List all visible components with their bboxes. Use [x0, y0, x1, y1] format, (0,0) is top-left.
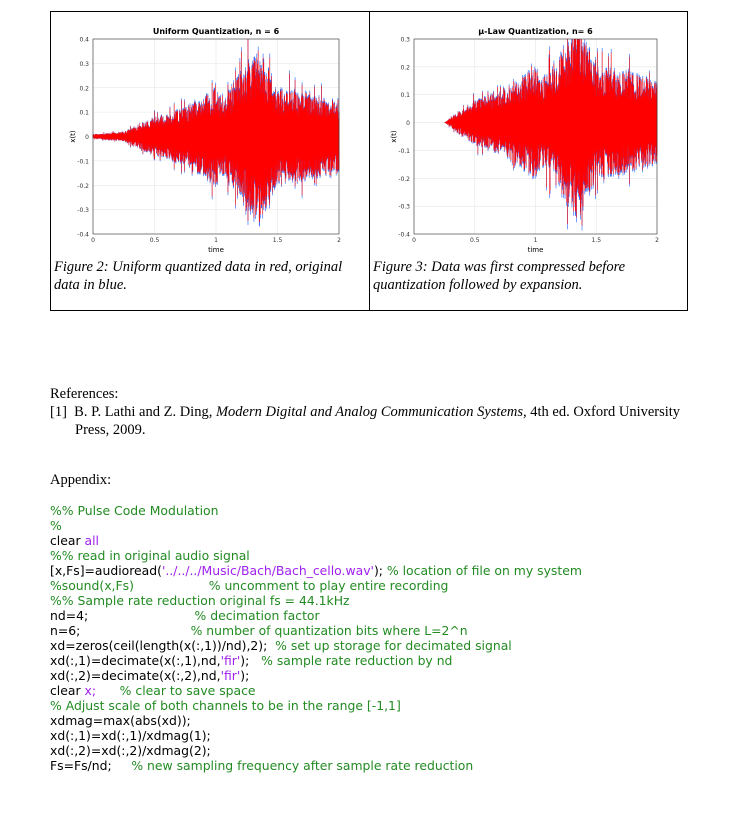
- figure-2-caption: Figure 2: Uniform quantized data in red, original data in blue.: [54, 259, 343, 293]
- y-tick-label: 0.3: [79, 60, 89, 68]
- x-tick-label: 0: [91, 237, 95, 244]
- figure-2-panel: [51, 12, 369, 312]
- code-line: [50, 518, 730, 533]
- y-tick-label: 0: [85, 134, 89, 141]
- code-token: );: [240, 668, 250, 683]
- code-token: );: [240, 653, 262, 668]
- code-line: [50, 503, 730, 518]
- code-token: [96, 683, 120, 698]
- code-token: xdmag=max(abs(xd));: [50, 713, 191, 728]
- mu-law-quantization-plot: [370, 12, 688, 257]
- y-tick-label: 0.4: [79, 36, 89, 44]
- x-tick-label: 1.5: [591, 237, 602, 244]
- x-tick-label: 2: [655, 237, 659, 244]
- x-tick-label: 0.5: [469, 237, 480, 244]
- code-line: [50, 668, 730, 683]
- y-tick-label: -0.2: [77, 182, 89, 190]
- plot-title: μ-Law Quantization, n= 6: [478, 27, 593, 36]
- code-line: [50, 653, 730, 668]
- code-token: %% Pulse Code Modulation: [50, 503, 219, 518]
- x-axis-label: time: [208, 246, 224, 254]
- code-token: nd=4;: [50, 608, 195, 623]
- code-token: xd(:,1)=decimate(x(:,1),nd,: [50, 653, 221, 668]
- code-token: n=6;: [50, 623, 191, 638]
- code-line: [50, 578, 730, 593]
- uniform-quantization-plot: [51, 12, 369, 257]
- y-tick-label: 0.3: [400, 36, 410, 44]
- code-token: xd(:,1)=xd(:,1)/xdmag(1);: [50, 728, 211, 743]
- x-tick-label: 1: [214, 237, 218, 244]
- x-axis-label: time: [527, 246, 544, 254]
- code-token: );: [373, 563, 387, 578]
- x-tick-label: 0: [412, 237, 416, 244]
- code-line: [50, 548, 730, 563]
- x-tick-label: 1.5: [272, 237, 283, 244]
- code-line: [50, 713, 730, 728]
- code-token: [x,Fs]=audioread(: [50, 563, 162, 578]
- x-tick-label: 2: [337, 237, 341, 244]
- figure-3-caption: Figure 3: Data was first compressed before quantization followed by expansion.: [373, 259, 626, 293]
- code-token: '../../../Music/Bach/Bach_cello.wav': [161, 563, 374, 578]
- y-tick-label: -0.3: [398, 203, 410, 211]
- y-tick-label: -0.2: [398, 175, 410, 183]
- code-token: xd=zeros(ceil(length(x(:,1))/nd),2);: [50, 638, 276, 653]
- reference-details: , 4th ed. Oxford University Press, 2009.: [75, 404, 681, 438]
- y-tick-label: -0.3: [77, 207, 89, 215]
- code-token: xd(:,2)=decimate(x(:,2),nd,: [50, 668, 221, 683]
- code-token: xd(:,2)=xd(:,2)/xdmag(2);: [50, 743, 211, 758]
- y-axis-label: x(t): [69, 130, 77, 143]
- reference-authors: B. P. Lathi and Z. Ding,: [74, 404, 213, 420]
- code-token: clear: [50, 533, 85, 548]
- code-listing: [50, 503, 730, 773]
- code-token: % clear to save space: [119, 683, 256, 698]
- y-tick-label: 0.1: [400, 92, 410, 100]
- code-line: [50, 743, 730, 758]
- code-line: [50, 698, 730, 713]
- references-heading: References:: [50, 386, 119, 402]
- code-line: [50, 728, 730, 743]
- code-line: [50, 683, 730, 698]
- x-tick-label: 0.5: [149, 237, 160, 244]
- plot-title: Uniform Quantization, n = 6: [152, 27, 280, 36]
- y-tick-label: -0.1: [77, 158, 89, 166]
- reference-item: [50, 403, 700, 439]
- code-token: x;: [84, 683, 97, 698]
- figure-table: [50, 11, 688, 311]
- code-token: %% read in original audio signal: [50, 548, 250, 563]
- code-token: % sample rate reduction by nd: [261, 653, 453, 668]
- reference-number: [1]: [50, 404, 67, 420]
- y-tick-label: 0.2: [400, 64, 410, 72]
- x-tick-label: 1: [533, 237, 538, 244]
- y-tick-label: -0.4: [398, 231, 410, 239]
- y-tick-label: 0: [406, 120, 410, 128]
- y-axis-label: x(t): [390, 130, 398, 143]
- reference-title: Modern Digital and Analog Communication Systems: [215, 404, 523, 420]
- code-line: [50, 623, 730, 638]
- y-tick-label: 0.2: [79, 85, 89, 93]
- code-token: % decimation factor: [194, 608, 320, 623]
- code-token: clear: [50, 683, 85, 698]
- appendix-heading: Appendix:: [50, 472, 112, 488]
- y-tick-label: 0.1: [79, 109, 89, 117]
- code-token: %sound(x,Fs) % uncomment to play entire recording: [50, 578, 449, 593]
- code-token: % location of file on my system: [386, 563, 582, 578]
- code-line: [50, 533, 730, 548]
- references-section: [50, 385, 700, 439]
- code-token: % Adjust scale of both channels to be in the range [-1,1]: [50, 698, 401, 713]
- code-line: [50, 593, 730, 608]
- code-line: [50, 608, 730, 623]
- code-token: 'fir': [220, 653, 241, 668]
- code-token: % set up storage for decimated signal: [275, 638, 512, 653]
- code-line: [50, 638, 730, 653]
- code-token: 'fir': [220, 668, 241, 683]
- y-tick-label: -0.4: [77, 231, 89, 239]
- y-tick-label: -0.1: [398, 147, 410, 155]
- code-line: [50, 563, 730, 578]
- code-token: %: [50, 518, 62, 533]
- code-token: all: [84, 533, 99, 548]
- code-token: % new sampling frequency after sample rate reduction: [131, 758, 474, 773]
- code-token: % number of quantization bits where L=2^n: [190, 623, 468, 638]
- code-token: Fs=Fs/nd;: [50, 758, 132, 773]
- figure-3-panel: [370, 12, 688, 312]
- code-token: %% Sample rate reduction original fs = 44.1kHz: [50, 593, 350, 608]
- code-line: [50, 758, 730, 773]
